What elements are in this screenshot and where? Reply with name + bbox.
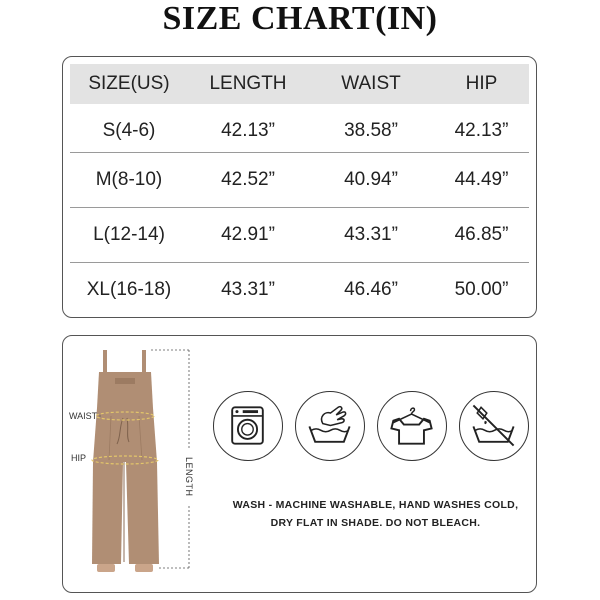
header-waist: WAIST [341, 73, 401, 94]
hand-wash-icon [295, 391, 365, 461]
table-header-row [70, 64, 529, 104]
size-cell: S(4-6) [102, 120, 156, 141]
garment-figure [63, 336, 213, 594]
dry-flat-shade-icon [377, 391, 447, 461]
waist-cell: 40.94” [344, 169, 398, 190]
hip-label: HIP [71, 453, 87, 463]
table-row [70, 153, 529, 207]
waist-cell: 46.46” [344, 279, 398, 300]
length-label: LENGTH [182, 449, 196, 505]
hip-cell: 42.13” [454, 120, 509, 141]
header-hip: HIP [465, 73, 498, 94]
size-cell: XL(16-18) [86, 279, 172, 300]
length-cell: 42.13” [221, 120, 275, 141]
waist-cell: 38.58” [344, 120, 398, 141]
care-instructions-line-1: WASH - MACHINE WASHABLE, HAND WASHES COLD, [232, 499, 519, 511]
hip-cell: 44.49” [454, 169, 509, 190]
waist-label: WAIST [69, 411, 98, 421]
length-cell: 42.91” [221, 224, 275, 245]
hip-cell: 46.85” [454, 224, 509, 245]
hip-cell: 50.00” [454, 279, 509, 300]
care-instructions-line-2: DRY FLAT IN SHADE. DO NOT BLEACH. [270, 517, 481, 529]
header-length: LENGTH [209, 73, 287, 94]
machine-wash-icon [213, 391, 283, 461]
header-size: SIZE(US) [88, 73, 170, 94]
size-cell: M(8-10) [95, 169, 163, 190]
table-row [70, 263, 529, 317]
waist-cell: 43.31” [344, 224, 398, 245]
care-panel [62, 335, 537, 593]
size-chart-table [62, 56, 537, 318]
table-row [70, 104, 529, 158]
size-cell: L(12-14) [93, 224, 165, 245]
page-title: SIZE CHART(IN) [162, 0, 438, 37]
table-row [70, 208, 529, 262]
jumpsuit-shape [92, 350, 159, 572]
do-not-bleach-icon [459, 391, 529, 461]
length-cell: 42.52” [221, 169, 275, 190]
length-cell: 43.31” [221, 279, 275, 300]
